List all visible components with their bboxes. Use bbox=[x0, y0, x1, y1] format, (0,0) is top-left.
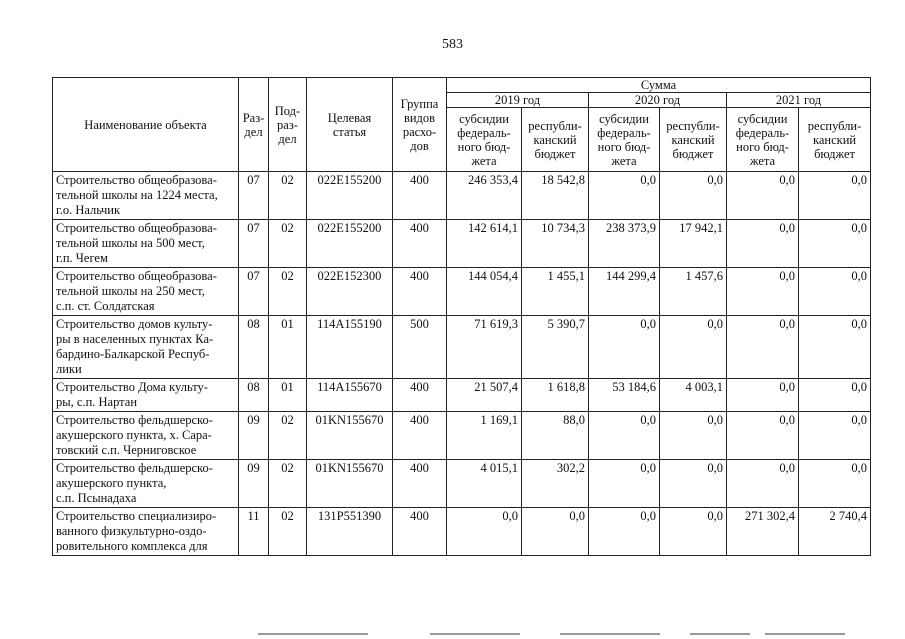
header-gruppa: Группа видов расхо- дов bbox=[393, 78, 447, 172]
object-name: Строительство домов культу- ры в населенных пунктах Ка- бардино-Балкарской Респуб- лики bbox=[53, 316, 239, 379]
header-year-2019: 2019 год bbox=[447, 93, 589, 108]
amount-2020-federal: 0,0 bbox=[589, 412, 660, 460]
amount-2020-federal: 0,0 bbox=[589, 316, 660, 379]
amount-2019-republic: 18 542,8 bbox=[522, 172, 589, 220]
gruppa-cell: 500 bbox=[393, 316, 447, 379]
amount-2019-republic: 302,2 bbox=[522, 460, 589, 508]
celevaya-cell: 131P551390 bbox=[307, 508, 393, 556]
amount-2019-federal: 144 054,4 bbox=[447, 268, 522, 316]
amount-2020-federal: 144 299,4 bbox=[589, 268, 660, 316]
table-row bbox=[53, 379, 871, 412]
amount-2021-federal: 0,0 bbox=[727, 412, 799, 460]
podrazdel-cell: 02 bbox=[269, 508, 307, 556]
razdel-cell: 11 bbox=[239, 508, 269, 556]
podrazdel-cell: 02 bbox=[269, 460, 307, 508]
gruppa-cell: 400 bbox=[393, 508, 447, 556]
amount-2021-republic: 0,0 bbox=[799, 460, 871, 508]
amount-2021-republic: 0,0 bbox=[799, 316, 871, 379]
amount-2019-federal: 4 015,1 bbox=[447, 460, 522, 508]
celevaya-cell: 114A155670 bbox=[307, 379, 393, 412]
gruppa-cell: 400 bbox=[393, 460, 447, 508]
object-name: Строительство общеобразова- тельной школы на 1224 места, г.о. Нальчик bbox=[53, 172, 239, 220]
amount-2019-federal: 246 353,4 bbox=[447, 172, 522, 220]
razdel-cell: 08 bbox=[239, 316, 269, 379]
amount-2019-federal: 21 507,4 bbox=[447, 379, 522, 412]
amount-2019-republic: 0,0 bbox=[522, 508, 589, 556]
podrazdel-cell: 02 bbox=[269, 268, 307, 316]
header-year-2021: 2021 год bbox=[727, 93, 871, 108]
table-row bbox=[53, 460, 871, 508]
object-name: Строительство фельдшерско- акушерского пункта, с.п. Псынадаха bbox=[53, 460, 239, 508]
amount-2020-republic: 17 942,1 bbox=[660, 220, 727, 268]
amount-2021-federal: 0,0 bbox=[727, 172, 799, 220]
amount-2021-republic: 0,0 bbox=[799, 379, 871, 412]
header-2021-republic: республи- канский бюджет bbox=[799, 108, 871, 172]
gruppa-cell: 400 bbox=[393, 220, 447, 268]
amount-2021-federal: 0,0 bbox=[727, 379, 799, 412]
razdel-cell: 09 bbox=[239, 412, 269, 460]
amount-2021-republic: 2 740,4 bbox=[799, 508, 871, 556]
header-celevaya-statya: Целевая статья bbox=[307, 78, 393, 172]
table-row bbox=[53, 508, 871, 556]
header-2020-federal: субсидии федераль- ного бюд- жета bbox=[589, 108, 660, 172]
amount-2019-republic: 88,0 bbox=[522, 412, 589, 460]
amount-2020-republic: 0,0 bbox=[660, 172, 727, 220]
header-name: Наименование объекта bbox=[53, 78, 239, 172]
podrazdel-cell: 02 bbox=[269, 220, 307, 268]
amount-2019-federal: 1 169,1 bbox=[447, 412, 522, 460]
podrazdel-cell: 01 bbox=[269, 379, 307, 412]
amount-2019-federal: 71 619,3 bbox=[447, 316, 522, 379]
amount-2021-republic: 0,0 bbox=[799, 412, 871, 460]
gruppa-cell: 400 bbox=[393, 268, 447, 316]
razdel-cell: 07 bbox=[239, 268, 269, 316]
amount-2020-republic: 0,0 bbox=[660, 508, 727, 556]
amount-2021-federal: 271 302,4 bbox=[727, 508, 799, 556]
gruppa-cell: 400 bbox=[393, 172, 447, 220]
amount-2019-republic: 10 734,3 bbox=[522, 220, 589, 268]
celevaya-cell: 114A155190 bbox=[307, 316, 393, 379]
table-row bbox=[53, 220, 871, 268]
amount-2021-federal: 0,0 bbox=[727, 316, 799, 379]
celevaya-cell: 022E155200 bbox=[307, 172, 393, 220]
amount-2020-republic: 1 457,6 bbox=[660, 268, 727, 316]
amount-2019-republic: 1 455,1 bbox=[522, 268, 589, 316]
table-row bbox=[53, 412, 871, 460]
object-name: Строительство Дома культу- ры, с.п. Нартан bbox=[53, 379, 239, 412]
header-summa: Сумма bbox=[447, 78, 871, 93]
header-year-2020: 2020 год bbox=[589, 93, 727, 108]
razdel-cell: 07 bbox=[239, 220, 269, 268]
razdel-cell: 08 bbox=[239, 379, 269, 412]
table-row bbox=[53, 316, 871, 379]
table-row bbox=[53, 172, 871, 220]
amount-2021-federal: 0,0 bbox=[727, 460, 799, 508]
amount-2020-federal: 0,0 bbox=[589, 172, 660, 220]
amount-2020-republic: 0,0 bbox=[660, 460, 727, 508]
amount-2020-federal: 0,0 bbox=[589, 508, 660, 556]
budget-table bbox=[52, 77, 871, 556]
celevaya-cell: 01KN155670 bbox=[307, 412, 393, 460]
amount-2021-federal: 0,0 bbox=[727, 220, 799, 268]
celevaya-cell: 01KN155670 bbox=[307, 460, 393, 508]
header-podrazdel: Под- раз- дел bbox=[269, 78, 307, 172]
podrazdel-cell: 01 bbox=[269, 316, 307, 379]
header-razdel: Раз- дел bbox=[239, 78, 269, 172]
amount-2019-republic: 5 390,7 bbox=[522, 316, 589, 379]
amount-2019-republic: 1 618,8 bbox=[522, 379, 589, 412]
amount-2019-federal: 0,0 bbox=[447, 508, 522, 556]
amount-2021-republic: 0,0 bbox=[799, 268, 871, 316]
razdel-cell: 07 bbox=[239, 172, 269, 220]
gruppa-cell: 400 bbox=[393, 379, 447, 412]
amount-2021-federal: 0,0 bbox=[727, 268, 799, 316]
amount-2021-republic: 0,0 bbox=[799, 220, 871, 268]
table-row bbox=[53, 268, 871, 316]
object-name: Строительство общеобразова- тельной школы на 250 мест, с.п. ст. Солдатская bbox=[53, 268, 239, 316]
header-2019-republic: республи- канский бюджет bbox=[522, 108, 589, 172]
header-2020-republic: республи- канский бюджет bbox=[660, 108, 727, 172]
celevaya-cell: 022E152300 bbox=[307, 268, 393, 316]
scan-edge-lines bbox=[0, 633, 905, 637]
object-name: Строительство общеобразова- тельной школы на 500 мест, г.п. Чегем bbox=[53, 220, 239, 268]
amount-2021-republic: 0,0 bbox=[799, 172, 871, 220]
amount-2020-republic: 0,0 bbox=[660, 412, 727, 460]
razdel-cell: 09 bbox=[239, 460, 269, 508]
object-name: Строительство специализиро- ванного физкультурно-оздо- ровительного комплекса для bbox=[53, 508, 239, 556]
podrazdel-cell: 02 bbox=[269, 172, 307, 220]
header-2021-federal: субсидии федераль- ного бюд- жета bbox=[727, 108, 799, 172]
amount-2019-federal: 142 614,1 bbox=[447, 220, 522, 268]
amount-2020-federal: 53 184,6 bbox=[589, 379, 660, 412]
celevaya-cell: 022E155200 bbox=[307, 220, 393, 268]
podrazdel-cell: 02 bbox=[269, 412, 307, 460]
header-2019-federal: субсидии федераль- ного бюд- жета bbox=[447, 108, 522, 172]
amount-2020-federal: 238 373,9 bbox=[589, 220, 660, 268]
page-number: 583 bbox=[442, 37, 463, 52]
amount-2020-republic: 0,0 bbox=[660, 316, 727, 379]
amount-2020-republic: 4 003,1 bbox=[660, 379, 727, 412]
amount-2020-federal: 0,0 bbox=[589, 460, 660, 508]
object-name: Строительство фельдшерско- акушерского пункта, х. Сара- товский с.п. Черниговское bbox=[53, 412, 239, 460]
gruppa-cell: 400 bbox=[393, 412, 447, 460]
